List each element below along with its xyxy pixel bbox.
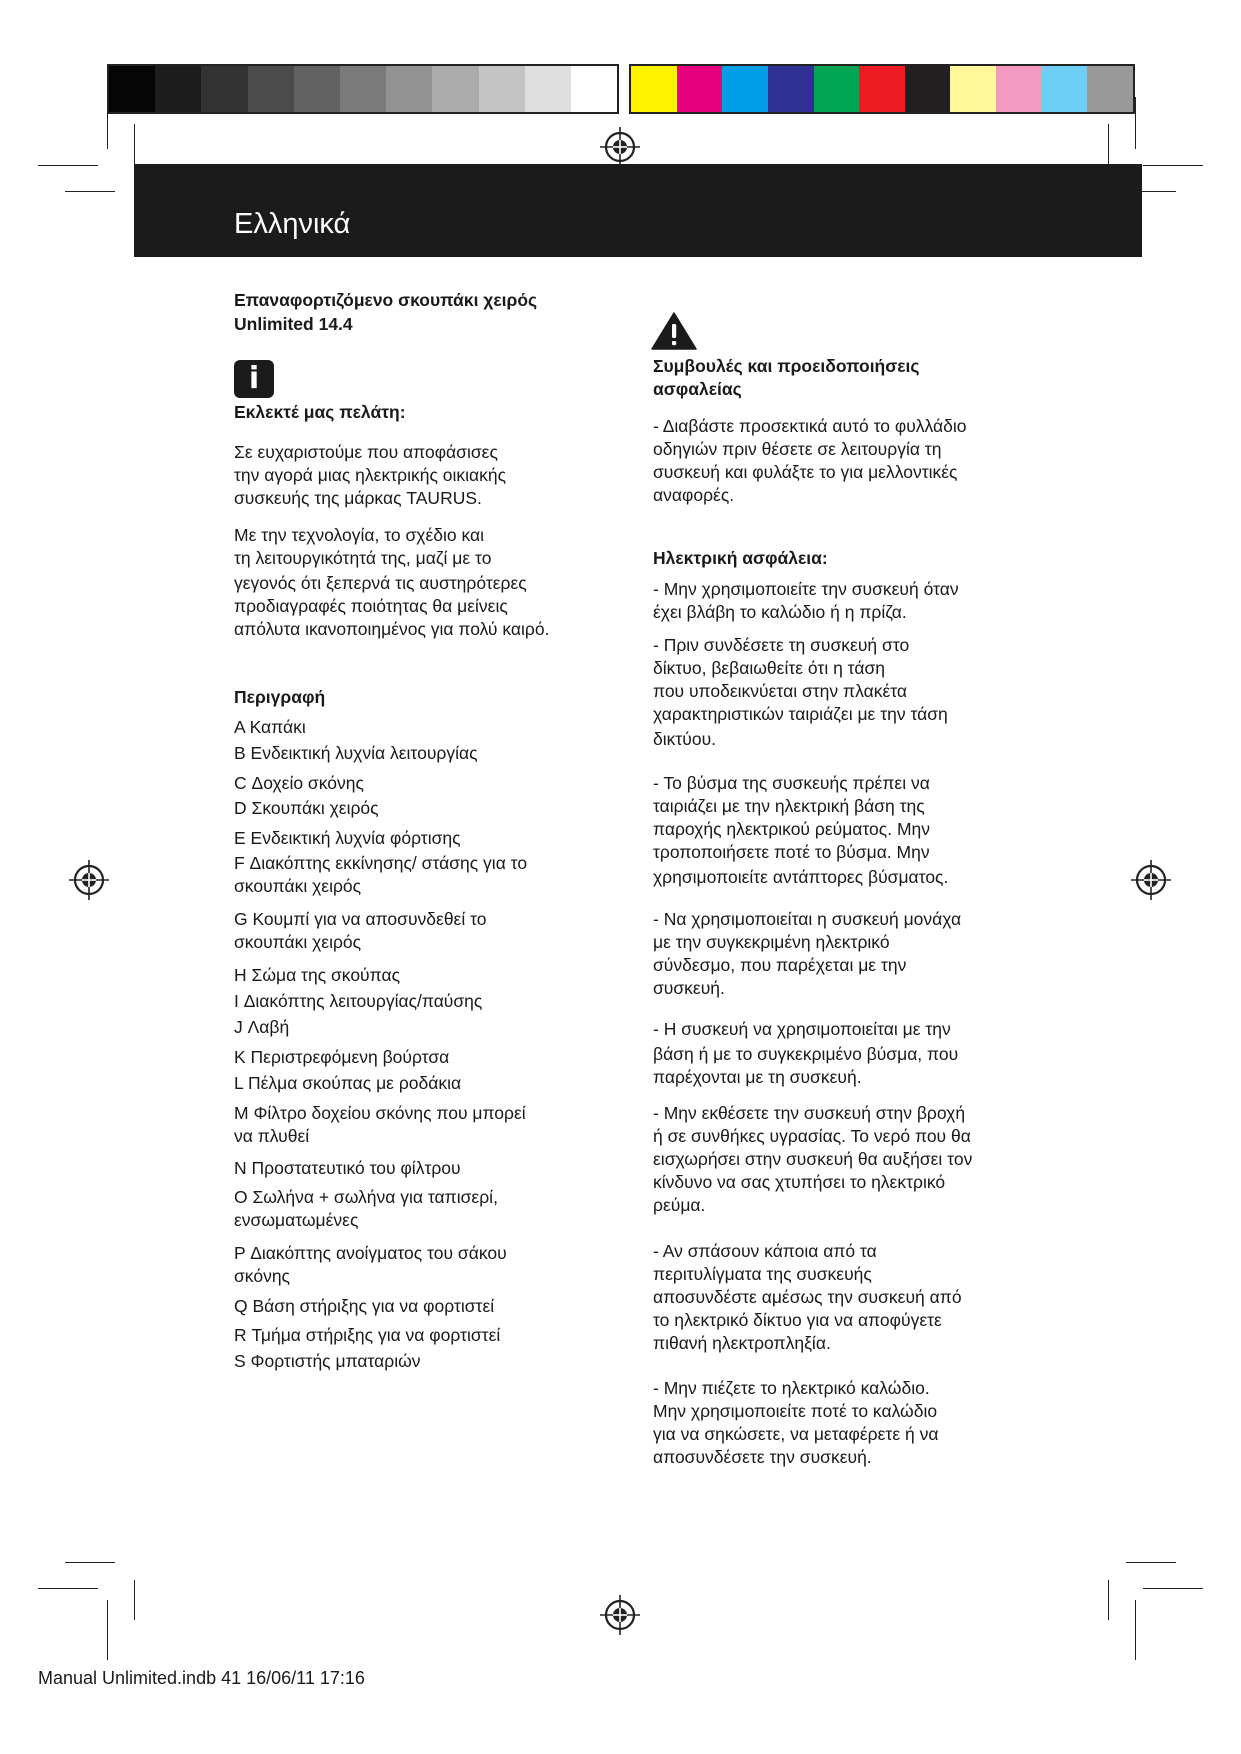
crop-mark (65, 1562, 115, 1563)
part-item: να πλυθεί (234, 1126, 310, 1146)
part-item: M Φίλτρο δοχείου σκόνης που μπορεί (234, 1103, 526, 1123)
safety-heading: ασφαλείας (653, 379, 742, 399)
warning-line: σύνδεσμο, που παρέχεται με την (653, 955, 907, 975)
crop-mark (38, 165, 98, 166)
warning-line: για να σηκώσετε, να μεταφέρετε ή να (653, 1424, 939, 1444)
warning-line: εισχωρήσει στην συσκευή θα αυξήσει τον (653, 1149, 973, 1169)
crop-mark (107, 97, 108, 149)
crop-mark (134, 124, 135, 164)
crop-mark (1143, 165, 1203, 166)
safety-line: οδηγιών πριν θέσετε σε λειτουργία τη (653, 439, 942, 459)
warning-line: αποσυνδέσετε την συσκευή. (653, 1447, 872, 1467)
color-swatch (571, 66, 617, 112)
crop-mark (1108, 1580, 1109, 1620)
color-swatch (248, 66, 294, 112)
color-swatch (950, 66, 996, 112)
color-swatch (631, 66, 677, 112)
safety-heading: Συμβουλές και προειδοποιήσεις (653, 356, 920, 376)
warning-line: ρεύμα. (653, 1195, 706, 1215)
warning-line: που υποδεικνύεται στην πλακέτα (653, 681, 908, 701)
product-title-line: Unlimited 14.4 (234, 314, 353, 334)
warning-line: - Να χρησιμοποιείται η συσκευή μονάχα (653, 909, 962, 929)
warning-line: συσκευή. (653, 978, 725, 998)
warning-line: Μην χρησιμοποιείτε ποτέ το καλώδιο (653, 1401, 938, 1421)
warning-line: παροχής ηλεκτρικού ρεύματος. Μην (653, 819, 931, 839)
crop-mark (1143, 1588, 1203, 1589)
registration-mark-icon (600, 1595, 640, 1635)
intro-line: Σε ευχαριστούμε που αποφάσισες (234, 442, 498, 462)
warning-line: τροποποιήσετε ποτέ το βύσμα. Μην (653, 842, 930, 862)
part-item: N Προστατευτικό του φίλτρου (234, 1158, 461, 1178)
intro-line: την αγορά μιας ηλεκτρικής οικιακής (234, 465, 507, 485)
part-item: σκουπάκι χειρός (234, 876, 362, 896)
part-item: σκόνης (234, 1266, 290, 1286)
warning-line: κίνδυνο να σας χτυπήσει το ηλεκτρικό (653, 1172, 946, 1192)
grayscale-calibration-bar (107, 64, 619, 114)
warning-line: - Αν σπάσουν κάποια από τα (653, 1241, 877, 1261)
intro-line: γεγονός ότι ξεπερνά τις αυστηρότερες (234, 573, 527, 593)
info-icon: i (234, 360, 274, 398)
intro-line: προδιαγραφές ποιότητας θα μείνεις (234, 596, 508, 616)
warning-line: - Η συσκευή να χρησιμοποιείται με την (653, 1019, 951, 1039)
color-calibration-bar (629, 64, 1135, 114)
language-header (134, 164, 1142, 257)
part-item: E Ενδεικτική λυχνία φόρτισης (234, 828, 461, 848)
color-swatch (201, 66, 247, 112)
warning-line: δικτύου. (653, 729, 717, 749)
crop-mark (1135, 97, 1136, 149)
warning-line: με την συγκεκριμένη ηλεκτρικό (653, 932, 890, 952)
part-item: K Περιστρεφόμενη βούρτσα (234, 1047, 450, 1067)
warning-line: ή σε συνθήκες υγρασίας. Το νερό που θα (653, 1126, 971, 1146)
language-title: Ελληνικά (234, 208, 351, 240)
warning-line: - Το βύσμα της συσκευής πρέπει να (653, 773, 930, 793)
crop-mark (1126, 1562, 1176, 1563)
warning-line: έχει βλάβη το καλώδιο ή η πρίζα. (653, 602, 907, 622)
crop-mark (65, 191, 115, 192)
registration-mark-icon (600, 127, 640, 167)
intro-line: Με την τεχνολογία, το σχέδιο και (234, 525, 485, 545)
warning-line: χρησιμοποιείτε αντάπτορες βύσματος. (653, 867, 949, 887)
color-swatch (905, 66, 951, 112)
safety-line: αναφορές. (653, 485, 735, 505)
color-swatch (1042, 66, 1088, 112)
color-swatch (722, 66, 768, 112)
part-item: G Κουμπί για να αποσυνδεθεί το (234, 909, 487, 929)
description-heading: Περιγραφή (234, 687, 326, 707)
color-swatch (768, 66, 814, 112)
part-item: I Διακόπτης λειτουργίας/παύσης (234, 991, 483, 1011)
color-swatch (814, 66, 860, 112)
warning-icon (651, 312, 697, 350)
warning-line: αποσυνδέστε αμέσως την συσκευή από (653, 1287, 962, 1307)
dear-customer-heading: Εκλεκτέ μας πελάτη: (234, 402, 406, 422)
color-swatch (996, 66, 1042, 112)
warning-line: περιτυλίγματα της συσκευής (653, 1264, 872, 1284)
color-swatch (432, 66, 478, 112)
warning-line: βάση ή με το συγκεκριμένο βύσμα, που (653, 1044, 959, 1064)
warning-line: δίκτυο, βεβαιωθείτε ότι η τάση (653, 658, 885, 678)
crop-mark (107, 1600, 108, 1660)
warning-line: - Πριν συνδέσετε τη συσκευή στο (653, 635, 910, 655)
safety-line: - Διαβάστε προσεκτικά αυτό το φυλλάδιο (653, 416, 967, 436)
warning-line: παρέχονται με τη συσκευή. (653, 1067, 862, 1087)
part-item: ενσωματωμένες (234, 1210, 359, 1230)
color-swatch (479, 66, 525, 112)
product-title-line: Επαναφορτιζόμενο σκουπάκι χειρός (234, 290, 538, 310)
print-slug-footer: Manual Unlimited.indb 41 16/06/11 17:16 (38, 1668, 365, 1688)
color-swatch (386, 66, 432, 112)
crop-mark (1108, 124, 1109, 164)
safety-line: συσκευή και φυλάξτε το για μελλοντικές (653, 462, 958, 482)
intro-line: απόλυτα ικανοποιημένος για πολύ καιρό. (234, 619, 550, 639)
registration-mark-icon (1131, 860, 1171, 900)
part-item: B Ενδεικτική λυχνία λειτουργίας (234, 743, 478, 763)
part-item: P Διακόπτης ανοίγματος του σάκου (234, 1243, 507, 1263)
crop-mark (134, 1580, 135, 1620)
part-item: Q Βάση στήριξης για να φορτιστεί (234, 1296, 495, 1316)
part-item: H Σώμα της σκούπας (234, 965, 401, 985)
warning-line: πιθανή ηλεκτροπληξία. (653, 1333, 831, 1353)
warning-line: - Μην χρησιμοποιείτε την συσκευή όταν (653, 579, 959, 599)
part-item: A Καπάκι (234, 717, 306, 737)
warning-line: ταιριάζει με την ηλεκτρική βάση της (653, 796, 925, 816)
crop-mark (1135, 1600, 1136, 1660)
intro-line: τη λειτουργικότητά της, μαζί με το (234, 548, 492, 568)
part-item: S Φορτιστής μπαταριών (234, 1351, 421, 1371)
part-item: J Λαβή (234, 1017, 290, 1037)
part-item: R Τμήμα στήριξης για να φορτιστεί (234, 1325, 501, 1345)
color-swatch (155, 66, 201, 112)
color-swatch (109, 66, 155, 112)
color-swatch (1087, 66, 1133, 112)
part-item: σκουπάκι χειρός (234, 932, 362, 952)
warning-line: το ηλεκτρικό δίκτυο για να αποφύγετε (653, 1310, 942, 1330)
crop-mark (38, 1588, 98, 1589)
part-item: O Σωλήνα + σωλήνα για ταπισερί, (234, 1187, 498, 1207)
warning-line: χαρακτηριστικών ταιριάζει με την τάση (653, 704, 948, 724)
color-swatch (525, 66, 571, 112)
electrical-safety-heading: Ηλεκτρική ασφάλεια: (653, 548, 828, 568)
part-item: F Διακόπτης εκκίνησης/ στάσης για το (234, 853, 528, 873)
registration-mark-icon (69, 860, 109, 900)
part-item: L Πέλμα σκούπας με ροδάκια (234, 1073, 462, 1093)
part-item: D Σκουπάκι χειρός (234, 798, 379, 818)
color-swatch (859, 66, 905, 112)
intro-line: συσκευής της μάρκας TAURUS. (234, 488, 482, 508)
color-swatch (340, 66, 386, 112)
color-swatch (677, 66, 723, 112)
warning-line: - Μην εκθέσετε την συσκευή στην βροχή (653, 1103, 966, 1123)
part-item: C Δοχείο σκόνης (234, 773, 364, 793)
color-swatch (294, 66, 340, 112)
warning-line: - Μην πιέζετε το ηλεκτρικό καλώδιο. (653, 1378, 930, 1398)
